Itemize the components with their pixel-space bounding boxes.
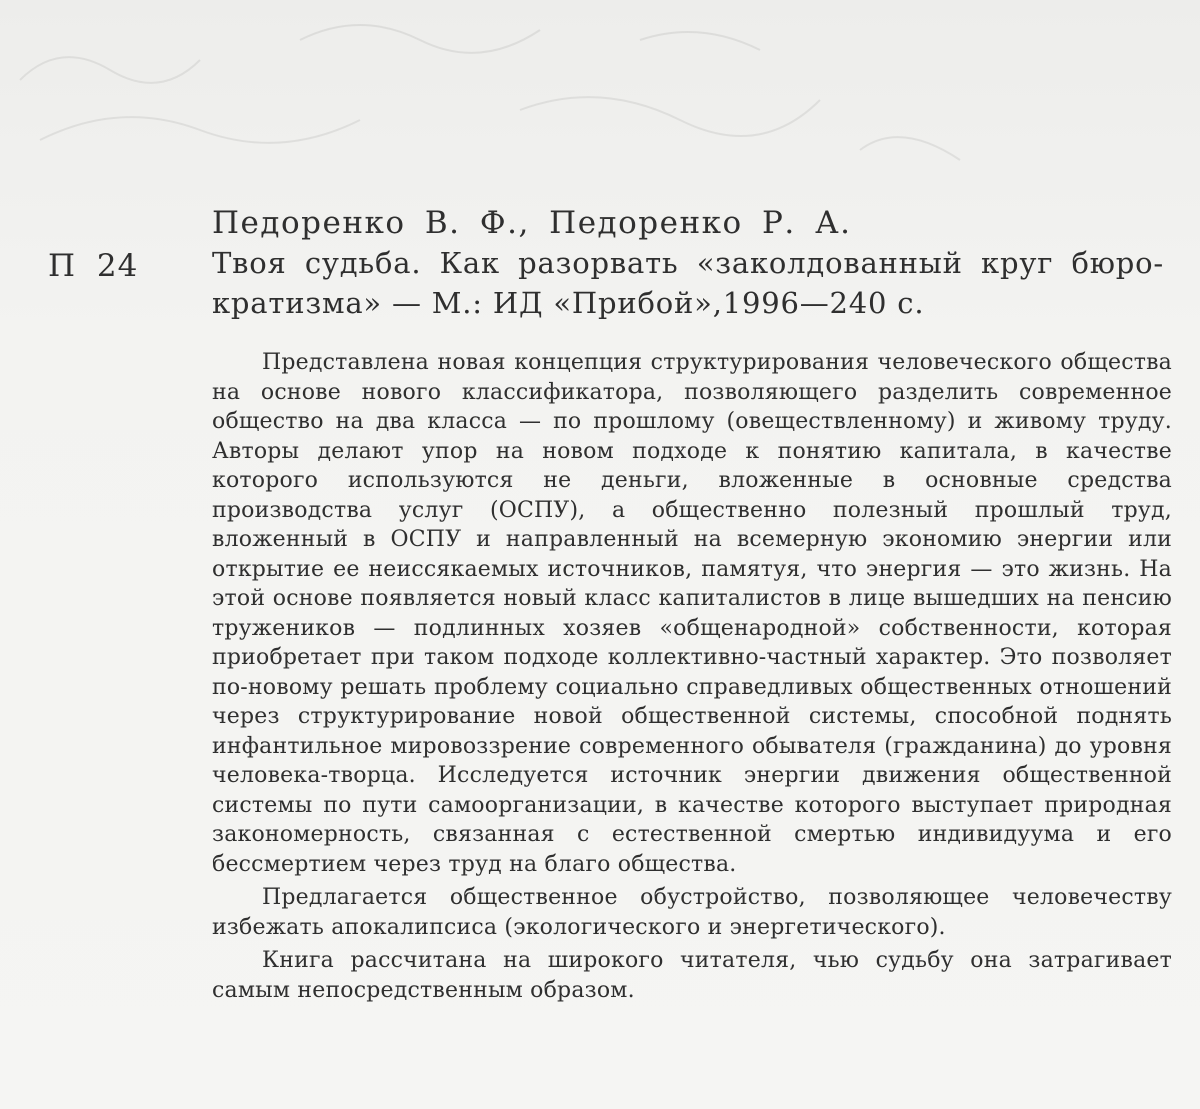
card-authors: Педоренко В. Ф., Педоренко Р. А. <box>212 205 852 241</box>
annotation-paragraph: Представлена новая концепция структурирования человеческого общества на основе нового классификатора, позволяющего разделить современное общество на два класса — по прошлому (овеществленному) и живому труду. Авторы делают упор на новом подходе к понятию капитала, в качестве которого используются не деньги, вложенные в основные средства производства услуг (ОСПУ), а общественно полезный прошлый труд, вложенный в ОСПУ и направленный на всемерную экономию энергии или открытие ее неиссякаемых источников, памятуя, что энергия — это жизнь. На этой основе появляется новый класс капиталистов в лице вышедших на пенсию тружеников — подлинных хозяев «общенародной» собственности, которая приобретает при таком подходе коллективно-частный характер. Это позволяет по-новому решать проблему социально справедливых общественных отношений через структурирование новой общественной системы, способной поднять инфантильное мировоззрение современного обывателя (гражданина) до уровня человека-творца. Исследуется источник энергии движения общественной системы по пути самоорганизации, в качестве которого выступает природная закономерность, связанная с естественной смертью индивидуума и его бессмертием через труд на благо общества. <box>212 350 1172 877</box>
annotation-paragraph: Предлагается общественное обустройство, позволяющее человечеству избежать апокалипсиса (экологического и энергетического). <box>212 885 1172 940</box>
title-line: кратизма» — М.: ИД «Прибой»,1996—240 с. <box>212 286 925 320</box>
annotation-text <box>212 348 1172 1005</box>
show-through-texture <box>0 0 1200 200</box>
title-line: Твоя судьба. Как разорвать «заколдованный круг бюро- <box>212 246 1164 280</box>
bibliographic-title <box>212 243 1164 323</box>
classification-index: П 24 <box>48 248 139 284</box>
annotation-paragraph: Книга рассчитана на широкого читателя, чью судьбу она затрагивает самым непосредственным образом. <box>212 948 1172 1003</box>
